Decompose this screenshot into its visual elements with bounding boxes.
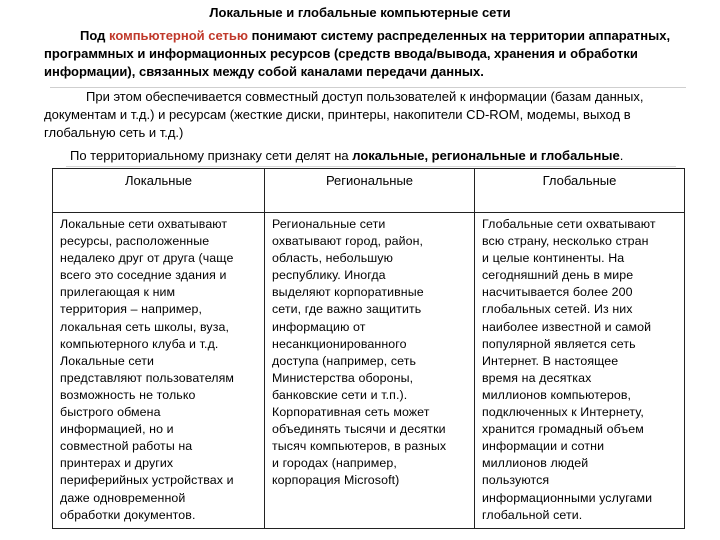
cell-line: информацией, но и [60,422,174,437]
cell-line: и городах (например, [272,456,397,471]
cell-line: тысяч компьютеров, в разных [272,439,447,454]
cell-line: территория – например, [60,302,203,317]
cell-line: ресурсы, расположенные [60,234,210,249]
cell-regional [265,213,475,529]
cell-line: Региональные сети [272,217,386,231]
cell-line: насчитывается более 200 [482,285,633,300]
cell-line: Локальные сети [60,353,155,368]
access-paragraph: При этом обеспечивается совместный доступ пользователей к информации (базам данных, документам и т.д.) и ресурсам (жесткие диски, принтеры, накопители CD-ROM, модемы, выход в глобальную сеть и т.д.) [44,89,644,140]
cell-line: корпорация Microsoft) [272,473,400,488]
cell-line: всю страну, несколько стран [482,234,649,249]
cell-line: несанкционированного [272,336,407,351]
definition-rest: понимают систему распределенных на территории аппаратных, программных и информационных ресурсов (средств ввода/вывода, хранения и обработки информации), связанных между собой каналами передачи данных. [44,28,671,79]
cell-line: наиболее известной и самой [482,319,652,334]
cell-line: компьютерного клуба и т.д. [60,336,219,351]
header-local: Локальные [53,169,265,213]
cell-line: хранится громадный объем [482,422,644,437]
cell-line: быстрого обмена [60,405,161,420]
cell-line: популярной является сеть [482,336,636,351]
cell-line: Глобальные сети охватывают [482,217,656,231]
cell-line: информации и сотни [482,439,605,454]
header-regional: Региональные [265,169,475,213]
cell-line: область, небольшую [272,251,393,266]
cell-line: совместной работы на [60,439,193,454]
cell-line: объединять тысячи и десятки [272,422,446,437]
definition-prefix: Под [80,28,109,43]
cell-line: возможность не только [60,387,196,402]
classification-prefix: По территориальному признаку сети делят на [70,148,353,163]
cell-line: сети, где важно защитить [272,302,422,317]
cell-line: подключенных к Интернету, [482,405,644,420]
cell-line: Корпоративная сеть может [272,405,430,420]
page-title: Локальные и глобальные компьютерные сети [209,5,511,20]
network-types-table [52,168,685,529]
classification-types: локальные, региональные и глобальные [352,148,620,163]
cell-line: выделяют корпоративные [272,285,424,300]
cell-line: пользуются [482,473,550,488]
cell-line: Министерства обороны, [272,370,414,385]
cell-line: информационными услугами [482,490,653,505]
classification-sentence [70,148,700,164]
cell-line: представляют пользователям [60,370,235,385]
table-header-row [53,169,685,213]
cell-line: сегодняшний день в мире [482,268,634,283]
definition-paragraph [44,27,694,81]
cell-line: республику. Иногда [272,268,386,283]
cell-line: принтерах и других [60,456,174,471]
cell-line: миллионов компьютеров, [482,387,632,402]
cell-local [53,213,265,529]
cell-line: доступа (например, сеть [272,353,417,368]
cell-line: время на десятках [482,370,592,385]
cell-line: охватывают город, район, [272,234,424,249]
cell-line: и целые континенты. На [482,251,625,266]
cell-line: обработки документов. [60,507,196,522]
cell-line: Локальные сети охватывают [60,217,228,231]
cell-line: глобальной сети. [482,507,583,522]
sentence-underline [66,166,676,167]
cell-line: информацию от [272,319,366,334]
cell-line: периферийных устройствах и [60,473,234,488]
cell-line: прилегающая к ним [60,285,176,300]
table-row [53,213,685,529]
cell-line: локальная сеть школы, вуза, [60,319,230,334]
cell-line: недалеко друг от друга (чаще [60,251,234,266]
cell-line: глобальных сетей. Из них [482,302,633,317]
cell-line: банковские сети и т.п.). [272,387,408,402]
cell-global [475,213,685,529]
cell-line: даже одновременной [60,490,186,505]
cell-line: Интернет. В настоящее [482,353,619,368]
cell-line: всего это соседние здания и [60,268,227,283]
classification-suffix: . [619,148,624,163]
header-global: Глобальные [475,169,685,213]
cell-line: миллионов людей [482,456,589,471]
definition-term: компьютерной сетью [108,28,249,43]
